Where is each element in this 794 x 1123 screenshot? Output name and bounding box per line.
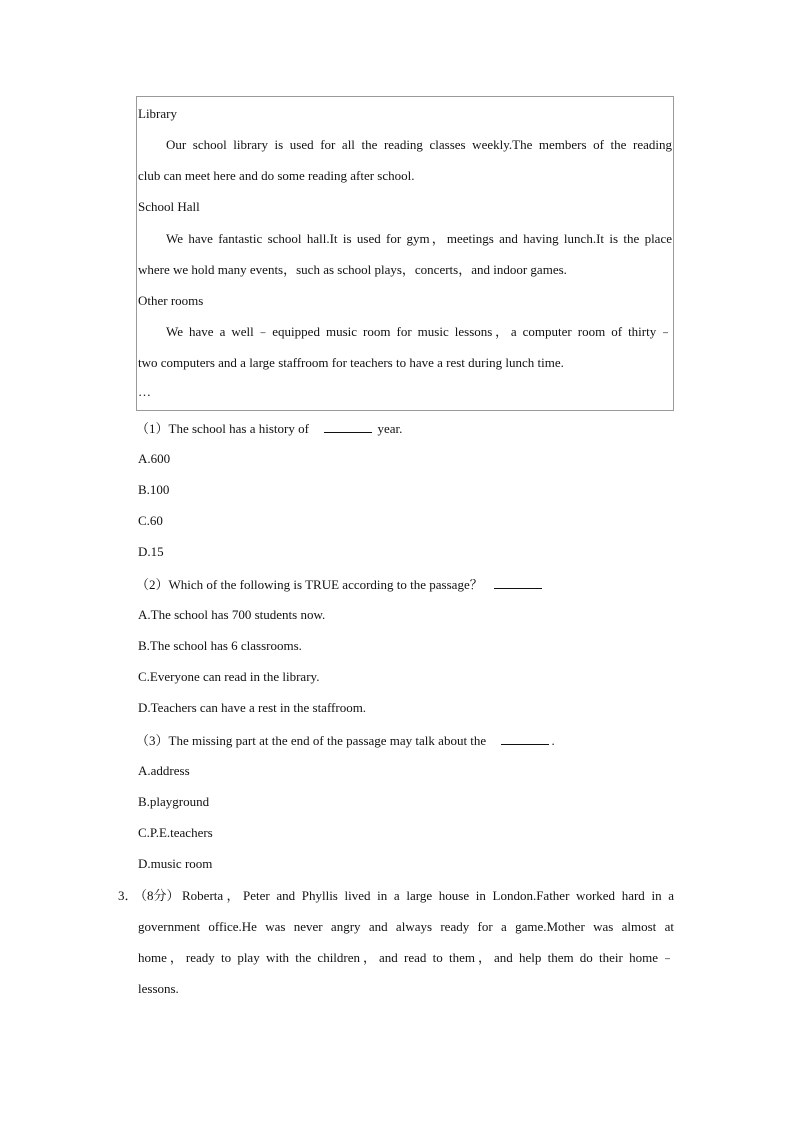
question-3-text-after: . [551, 733, 555, 748]
library-paragraph-line-1: Our school library is used for all the reading classes weekly.The members of the reading [166, 137, 672, 152]
question-1-text-after: year. [377, 421, 403, 436]
question-1-stem [136, 420, 402, 437]
question-1-option-a: A.600 [138, 451, 171, 466]
library-paragraph-line-2: club can meet here and do some reading after school. [138, 168, 415, 183]
question-1-option-b: B.100 [138, 482, 170, 497]
question-3-answer-blank [501, 732, 549, 745]
story-line-2: government office.He was never angry and always ready for a game.Mother was almost at [138, 919, 674, 934]
school-hall-paragraph-line-2: where we hold many events，such as school plays，concerts，and indoor games. [138, 262, 567, 277]
question-2-stem [136, 576, 544, 593]
library-heading: Library [138, 106, 177, 121]
question-2-option-b: B.The school has 6 classrooms. [138, 638, 302, 653]
question-3-option-d: D.music room [138, 856, 213, 871]
question-number: 3． [118, 888, 138, 903]
question-2-option-a: A.The school has 700 students now. [138, 607, 326, 622]
question-3-option-a: A.address [138, 763, 190, 778]
question-points: （8分） [134, 888, 180, 903]
question-1-text: （1）The school has a history of [136, 421, 309, 436]
question-3-option-b: B.playground [138, 794, 210, 809]
question-3-text: （3）The missing part at the end of the passage may talk about the [136, 733, 487, 748]
other-rooms-paragraph-line-1: We have a well﹣equipped music room for music lessons，a computer room of thirty﹣ [166, 324, 672, 339]
question-1-answer-blank [324, 420, 372, 433]
question-2-option-d: D.Teachers can have a rest in the staffroom. [138, 700, 367, 715]
other-rooms-heading: Other rooms [138, 293, 204, 308]
question-1-option-d: D.15 [138, 544, 164, 559]
question-3-option-c: C.P.E.teachers [138, 825, 213, 840]
question-2-text: （2）Which of the following is TRUE according to the passage？ [136, 577, 483, 592]
other-rooms-paragraph-line-2: two computers and a large staffroom for teachers to have a rest during lunch time. [138, 355, 564, 370]
school-hall-heading: School Hall [138, 199, 200, 214]
question-2-option-c: C.Everyone can read in the library. [138, 669, 320, 684]
question-3-stem [136, 732, 555, 749]
story-line-4: lessons. [138, 981, 179, 996]
passage-ellipsis: … [138, 384, 151, 399]
question-1-option-c: C.60 [138, 513, 163, 528]
school-hall-paragraph-line-1: We have fantastic school hall.It is used for gym，meetings and having lunch.It is the place [166, 231, 672, 246]
question-2-answer-blank [494, 576, 542, 589]
story-line-1: Roberta，Peter and Phyllis lived in a large house in London.Father worked hard in a [182, 888, 674, 903]
story-line-3: home，ready to play with the children，and read to them，and help them do their home﹣ [138, 950, 674, 965]
